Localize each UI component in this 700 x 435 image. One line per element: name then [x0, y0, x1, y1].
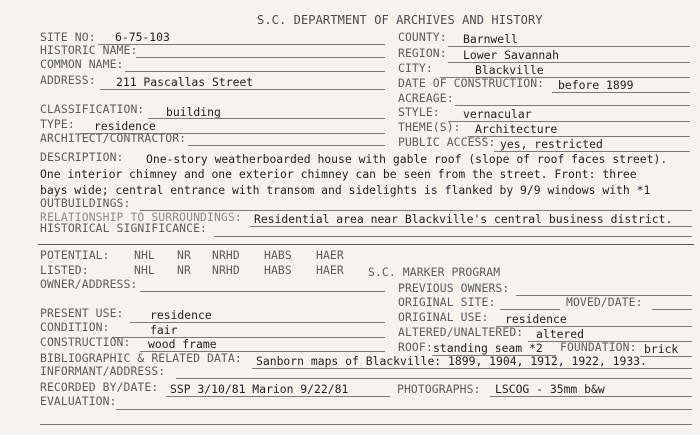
- present-use-label: PRESENT USE:: [40, 306, 124, 320]
- region-label: REGION:: [398, 46, 447, 60]
- style-value: vernacular: [463, 107, 532, 121]
- section-divider: [38, 244, 694, 245]
- bibliographic-value: Sanborn maps of Blackville: 1899, 1904, 1912, 1922, 1933.: [256, 354, 647, 368]
- site-no-label: SITE NO:: [40, 30, 96, 44]
- outbuildings-label: OUTBUILDINGS:: [40, 196, 131, 210]
- condition-value: fair: [150, 323, 178, 337]
- photographs-value: LSCOG - 35mm b&w: [495, 382, 605, 396]
- region-value: Lower Savannah: [463, 48, 560, 62]
- site-no-value: 6-75-103: [115, 30, 170, 44]
- listed-label: LISTED:: [40, 263, 89, 277]
- rule: [176, 378, 692, 379]
- potential-habs: HABS: [264, 248, 292, 262]
- classification-value: building: [166, 105, 221, 119]
- rule: [640, 356, 692, 357]
- architect-label: ARCHITECT/CONTRACTOR:: [40, 131, 187, 145]
- rule: [490, 396, 692, 397]
- rule: [188, 145, 385, 146]
- original-site-label: ORIGINAL SITE:: [398, 295, 496, 309]
- listed-nrhd: NRHD: [212, 263, 240, 277]
- roof-value: standing seam *2: [433, 341, 543, 355]
- description-label: DESCRIPTION:: [40, 150, 124, 164]
- bibliographic-label: BIBLIOGRAPHIC & RELATED DATA:: [40, 351, 242, 365]
- relationship-label: RELATIONSHIP TO SURROUNDINGS:: [40, 210, 242, 224]
- city-label: CITY:: [398, 61, 433, 75]
- rule: [214, 236, 692, 237]
- card-header: S.C. DEPARTMENT OF ARCHIVES AND HISTORY: [257, 13, 543, 27]
- county-value: Barnwell: [463, 32, 518, 46]
- listed-habs: HABS: [264, 263, 292, 277]
- roof-label: ROOF:: [398, 340, 433, 354]
- marker-program-label: S.C. MARKER PROGRAM: [368, 265, 501, 279]
- original-use-value: residence: [505, 312, 567, 326]
- rule: [250, 226, 692, 227]
- rule: [40, 424, 692, 425]
- rule: [100, 89, 385, 90]
- rule: [136, 57, 385, 58]
- rule: [500, 309, 560, 310]
- rule: [125, 71, 385, 72]
- description-line-1: One-story weatherboarded house with gable roof (slope of roof faces street).: [146, 152, 668, 166]
- rule: [455, 105, 690, 106]
- themes-value: Architecture: [475, 122, 558, 136]
- previous-owners-label: PREVIOUS OWNERS:: [398, 281, 510, 295]
- construction-label: CONSTRUCTION:: [40, 335, 131, 349]
- construction-value: wood frame: [148, 337, 217, 351]
- listed-nhl: NHL: [134, 263, 155, 277]
- description-line-3: bays wide; central entrance with transom and sidelights is flanked by 9/9 windows with *1: [40, 183, 651, 197]
- style-label: STYLE:: [398, 105, 440, 119]
- altered-value: altered: [536, 327, 585, 341]
- owner-address-label: OWNER/ADDRESS:: [40, 277, 138, 291]
- city-value: Blackville: [475, 63, 544, 77]
- address-label: ADDRESS:: [40, 73, 96, 87]
- rule: [496, 326, 692, 327]
- rule: [148, 118, 385, 119]
- rule: [652, 309, 692, 310]
- foundation-value: brick: [644, 342, 679, 356]
- rule: [98, 44, 385, 45]
- type-label: TYPE:: [40, 117, 75, 131]
- address-value: 211 Pascallas Street: [116, 75, 254, 89]
- listed-haer: HAER: [316, 263, 344, 277]
- rule: [166, 396, 390, 397]
- listed-nr: NR: [177, 263, 191, 277]
- potential-nhl: NHL: [134, 248, 155, 262]
- altered-label: ALTERED/UNALTERED:: [398, 325, 524, 339]
- themes-label: THEME(S):: [398, 120, 461, 134]
- classification-label: CLASSIFICATION:: [40, 102, 145, 116]
- rule: [252, 368, 692, 369]
- evaluation-label: EVALUATION:: [40, 394, 117, 408]
- county-label: COUNTY:: [398, 30, 447, 44]
- photographs-label: PHOTOGRAPHS:: [397, 382, 481, 396]
- date-construction-label: DATE OF CONSTRUCTION:: [398, 76, 545, 90]
- original-use-label: ORIGINAL USE:: [398, 310, 489, 324]
- rule: [116, 409, 692, 410]
- rule: [140, 291, 385, 292]
- public-access-value: yes, restricted: [500, 137, 603, 151]
- potential-haer: HAER: [316, 248, 344, 262]
- date-construction-value: before 1899: [558, 78, 634, 92]
- foundation-label: FOUNDATION:: [560, 340, 637, 354]
- recorded-by-label: RECORDED BY/DATE:: [40, 380, 159, 394]
- rule: [448, 46, 690, 47]
- recorded-by-value: SSP 3/10/81 Marion 9/22/81: [170, 382, 349, 396]
- acreage-label: ACREAGE:: [398, 91, 454, 105]
- informant-label: INFORMANT/ADDRESS:: [40, 364, 166, 378]
- historical-significance-label: HISTORICAL SIGNIFICANCE:: [40, 221, 207, 235]
- rule: [552, 92, 690, 93]
- historic-name-label: HISTORIC NAME:: [40, 43, 138, 57]
- potential-label: POTENTIAL:: [40, 248, 110, 262]
- potential-nrhd: NRHD: [212, 248, 240, 262]
- common-name-label: COMMON NAME:: [40, 57, 124, 71]
- condition-label: CONDITION:: [40, 320, 110, 334]
- moved-date-label: MOVED/DATE:: [566, 295, 643, 309]
- potential-nr: NR: [177, 248, 191, 262]
- type-value: residence: [94, 119, 156, 133]
- description-line-2: One interior chimney and one exterior chimney can be seen from the street. Front: three: [40, 167, 637, 181]
- public-access-label: PUBLIC ACCESS:: [398, 135, 496, 149]
- present-use-value: residence: [150, 308, 212, 322]
- relationship-value: Residential area near Blackville's central business district.: [254, 212, 673, 226]
